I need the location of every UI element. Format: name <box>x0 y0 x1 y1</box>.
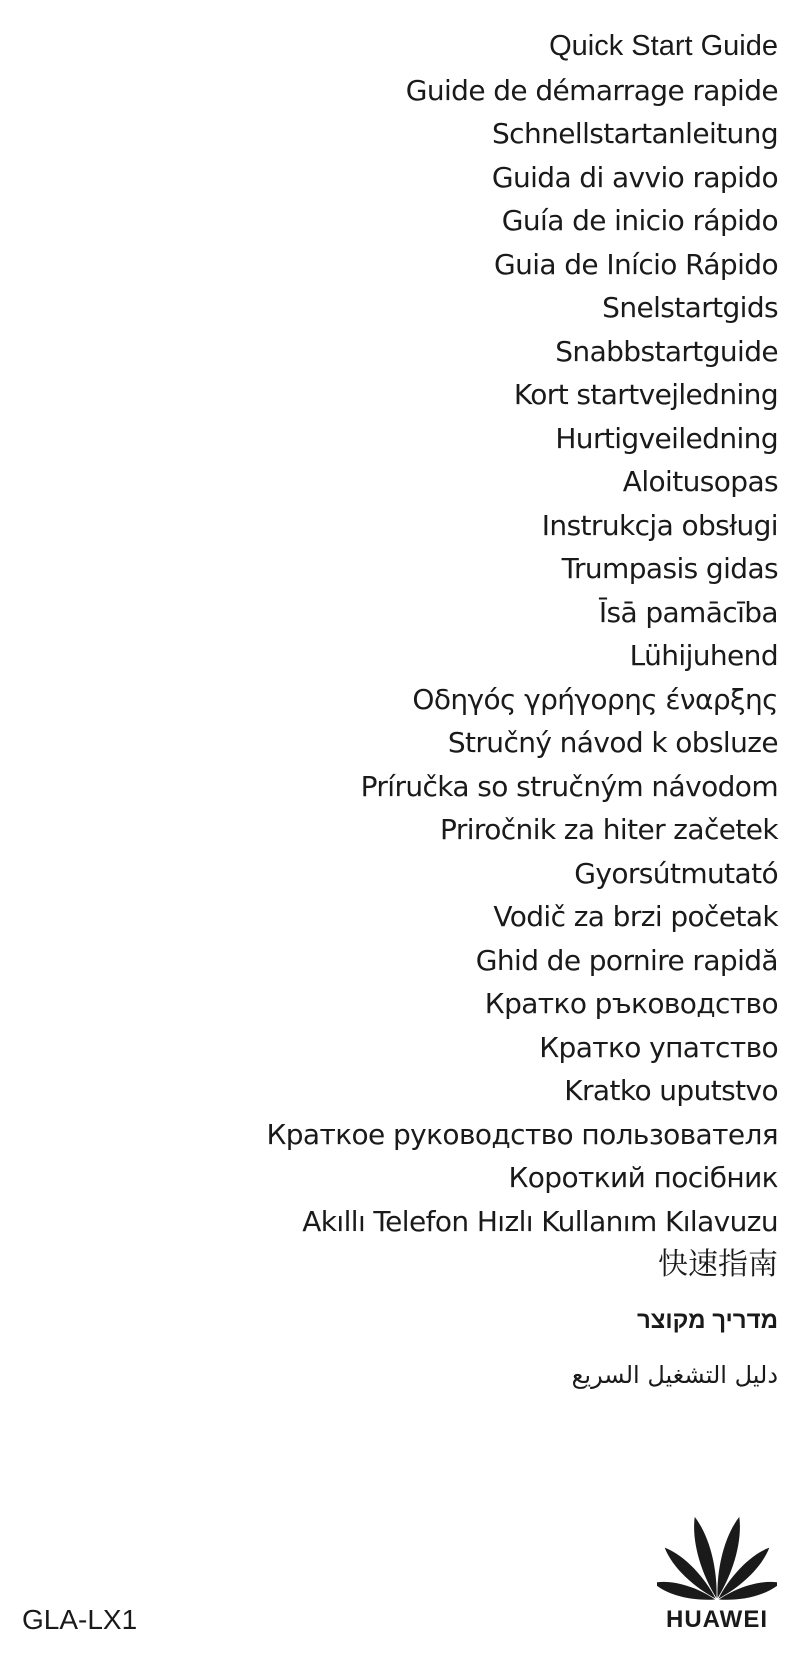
guide-title-italian: Guida di avvio rapido <box>491 160 778 194</box>
guide-title-slovak: Príručka so stručným návodom <box>360 769 778 803</box>
guide-title-estonian: Lühijuhend <box>629 639 778 672</box>
guide-title-french: Guide de démarrage rapide <box>405 73 778 107</box>
model-number: GLA-LX1 <box>22 1604 138 1635</box>
guide-title-german: Schnellstartanleitung <box>492 117 778 150</box>
guide-title-arabic: دليل التشغيل السريع <box>571 1361 778 1389</box>
guide-title-list <box>218 25 778 1398</box>
guide-title-russian: Краткое руководство пользователя <box>266 1117 778 1151</box>
guide-title-dutch: Snelstartgids <box>602 291 778 324</box>
guide-title-bulgarian: Кратко ръководство <box>484 987 778 1020</box>
guide-title-romanian: Ghid de pornire rapidă <box>475 943 778 977</box>
guide-title-lithuanian: Trumpasis gidas <box>561 552 778 585</box>
guide-title-swedish: Snabbstartguide <box>555 334 778 368</box>
guide-title-serbian: Kratko uputstvo <box>564 1074 778 1107</box>
guide-title-greek: Οδηγός γρήγορης έναρξης <box>412 682 778 716</box>
guide-title-turkish: Akıllı Telefon Hızlı Kullanım Kılavuzu <box>302 1204 778 1238</box>
huawei-flower-logo-icon <box>657 1512 777 1600</box>
guide-title-latvian: Īsā pamācība <box>598 595 778 629</box>
guide-title-polish: Instrukcja obsługi <box>541 508 778 542</box>
brand-logo <box>652 1512 782 1634</box>
guide-title-slovenian: Priročnik za hiter začetek <box>440 813 778 846</box>
guide-title-croatian: Vodič za brzi početak <box>493 900 778 933</box>
guide-title-ukrainian: Короткий посібник <box>508 1161 778 1194</box>
guide-title-danish: Kort startvejledning <box>513 378 778 411</box>
guide-title-chinese: 快速指南 <box>658 1247 778 1282</box>
guide-title-english: Quick Start Guide <box>549 30 778 62</box>
guide-title-hungarian: Gyorsútmutató <box>574 856 778 890</box>
guide-title-hebrew: מדריך מקוצר <box>636 1306 778 1334</box>
brand-name: HUAWEI <box>666 1606 768 1633</box>
guide-title-finnish: Aloitusopas <box>622 465 778 498</box>
guide-title-norwegian: Hurtigveiledning <box>555 421 778 455</box>
guide-title-portuguese: Guia de Início Rápido <box>493 247 778 281</box>
guide-title-czech: Stručný návod k obsluze <box>447 726 778 759</box>
guide-title-spanish: Guía de inicio rápido <box>501 204 778 237</box>
guide-title-macedonian: Кратко упатство <box>539 1030 778 1064</box>
